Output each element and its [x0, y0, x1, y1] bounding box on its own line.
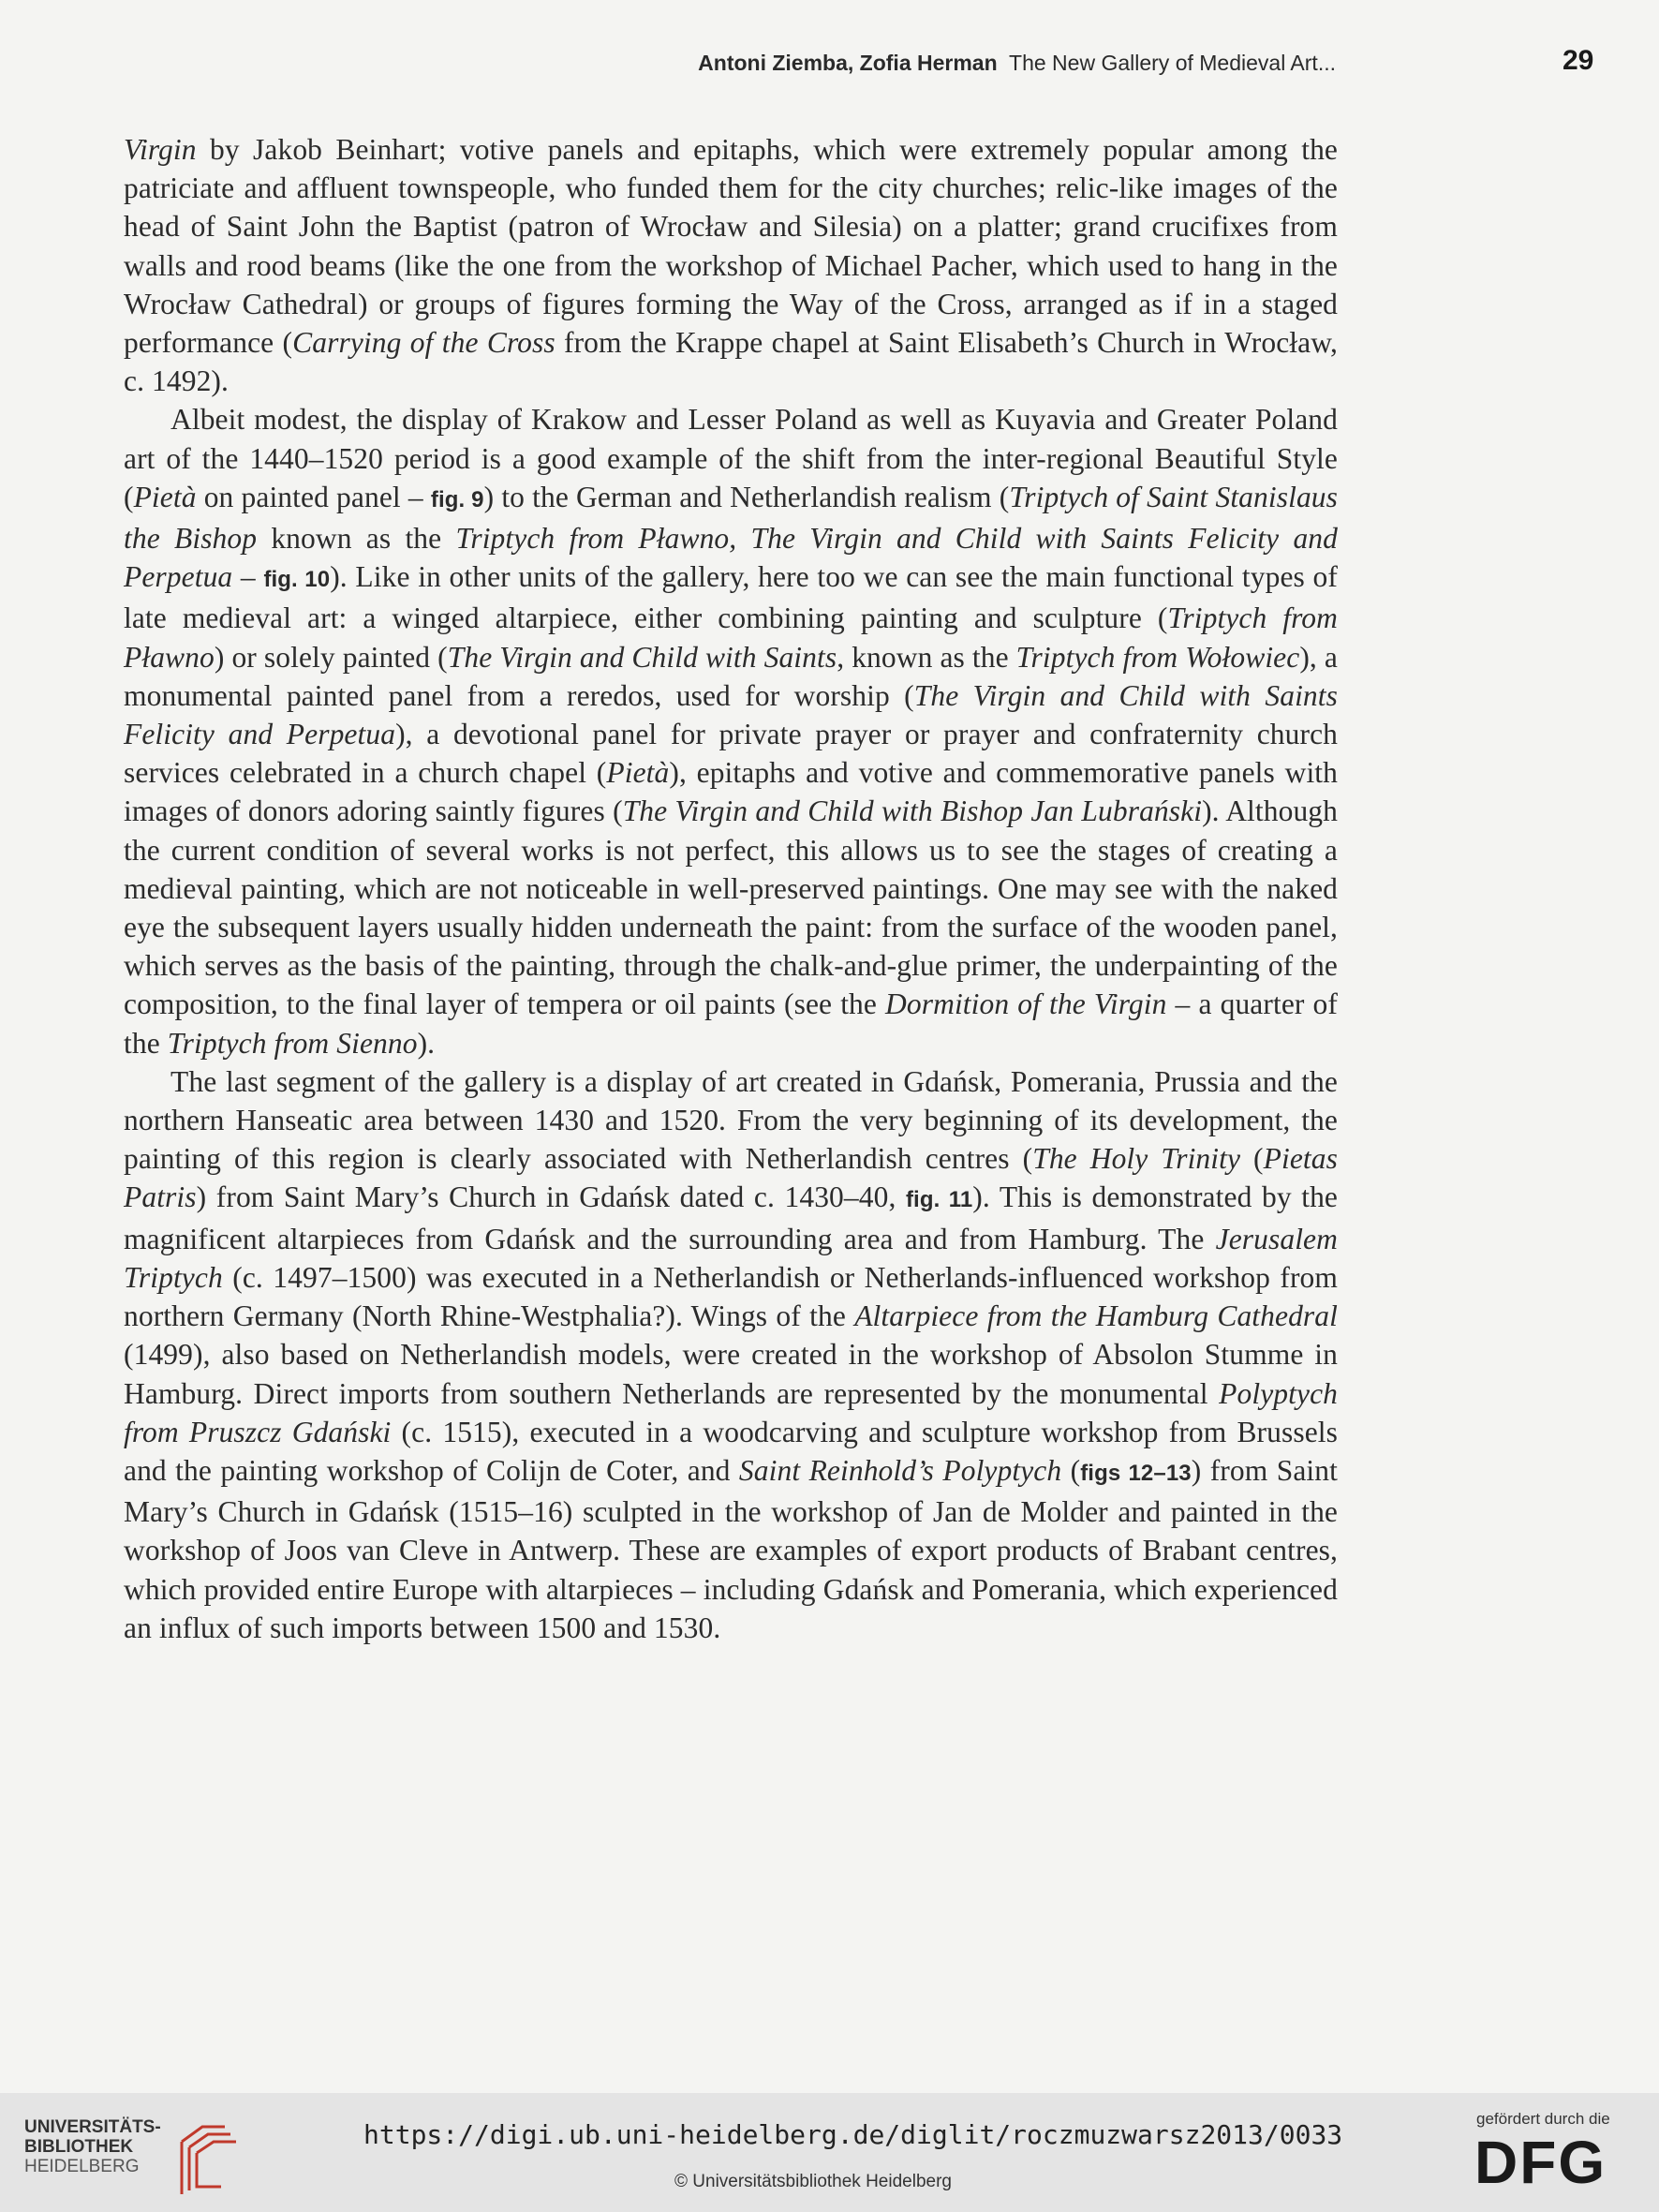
italic-title: Triptych from Pławno — [124, 601, 1338, 674]
figure-reference: fig. 9 — [430, 486, 484, 512]
library-name-line-2: BIBLIOTHEK — [24, 2137, 134, 2157]
library-emblem-icon — [165, 2114, 249, 2200]
library-logo[interactable] — [24, 2114, 249, 2200]
italic-title: Saint Reinhold’s Polyptych — [738, 1453, 1062, 1487]
text-run: , known as the — [837, 640, 1016, 674]
italic-title: Triptych from Wołowiec — [1015, 640, 1300, 674]
text-run: known as the — [257, 522, 456, 556]
running-head — [698, 51, 1336, 76]
figure-reference: fig. 10 — [263, 567, 331, 593]
text-run: from the Krappe chapel at Saint Elisabeth’s Church in Wrocław, c. 1492). — [124, 326, 1338, 398]
text-run: ), epitaphs and votive and commemorative panels with images of donors adoring saintly figures ( — [124, 756, 1338, 828]
library-name-line-3: HEIDELBERG — [24, 2157, 140, 2176]
italic-title: Dormition of the Virgin — [885, 987, 1167, 1021]
text-run: ). Like in other units of the gallery, here too we can see the main functional types of late medieval art: a winged altarpiece, either combining painting and sculpture ( — [124, 560, 1338, 635]
text-run: on painted panel – — [196, 480, 431, 513]
permalink-url[interactable]: https://digi.ub.uni-heidelberg.de/diglit/roczmuzwarsz2013/0033 — [363, 2119, 1343, 2150]
italic-title: Carrying of the Cross — [292, 326, 555, 360]
running-header — [0, 45, 1659, 82]
paragraph-3 — [124, 1062, 1338, 1647]
text-run: ) to the German and Netherlandish realism ( — [483, 480, 1010, 513]
italic-title: Pietà — [606, 756, 670, 790]
library-name — [24, 2117, 161, 2176]
text-run: ) or solely painted ( — [214, 640, 448, 674]
article-body — [124, 130, 1338, 1647]
figure-reference: fig. 11 — [905, 1187, 973, 1213]
text-run: ), a devotional panel for private prayer or prayer and confraternity church services celebrated in a church chapel ( — [124, 718, 1339, 790]
italic-title: The Virgin and Child with Bishop Jan Lubrański — [622, 794, 1203, 828]
italic-title: Virgin — [124, 133, 197, 166]
text-run: – a quarter of the — [124, 987, 1338, 1060]
copyright-notice: © Universitätsbibliothek Heidelberg — [674, 2172, 952, 2191]
italic-title: The Virgin and Child with Saints Felicity and Perpetua — [124, 678, 1338, 751]
library-name-line-1: UNIVERSITÄTS- — [24, 2117, 161, 2137]
text-run: The last segment of the gallery is a display of art created in Gdańsk, Pomerania, Prussia and the northern Hanseatic area between 1430 and 1520. From the very beginning of its development, the painting of this region is clearly associated with Netherlandish centres ( — [124, 1064, 1338, 1176]
italic-title: Pietas Patris — [124, 1142, 1338, 1214]
text-run: ). Although the current condition of several works is not perfect, this allows us to see the stages of creating a medieval painting, which are not noticeable in well-preserved paintings. One may see with the naked eye the subsequent layers usually hidden underneath the paint: from the surface of the wooden panel, which serves as the basis of the painting, through the chalk-and-glue primer, the underpainting of the composition, to the final layer of tempera or oil paints (see the — [124, 794, 1339, 1021]
figure-reference: figs 12–13 — [1080, 1460, 1192, 1486]
text-run: (c. 1515), executed in a woodcarving and sculpture workshop from Brussels and the painting workshop of Colijn de Coter, and — [124, 1415, 1338, 1487]
italic-title: Jerusalem Triptych — [124, 1222, 1338, 1294]
text-run: ) from Saint Mary’s Church in Gdańsk dated c. 1430–40, — [196, 1180, 906, 1214]
paragraph-1 — [124, 130, 1338, 400]
paragraph-2 — [124, 400, 1338, 1061]
italic-title: Pietà — [133, 480, 197, 513]
text-run: (1499), also based on Netherlandish models, were created in the workshop of Absolon Stumme in Hamburg. Direct imports from southern Netherlands are represented by the monumental — [124, 1338, 1338, 1410]
text-run: – — [232, 560, 264, 594]
text-run: by Jakob Beinhart; votive panels and epitaphs, which were extremely popular among the patriciate and affluent townspeople, who funded them for the city churches; relic-like images of the head of Saint John the Baptist (patron of Wrocław and Silesia) on a platter; grand crucifixes from walls and rood beams (like the one from the workshop of Michael Pacher, which used to hang in the Wrocław Cathedral) or groups of figures forming the Way of the Cross, arranged as if in a staged performance ( — [124, 133, 1338, 360]
text-run: ( — [1240, 1142, 1264, 1176]
italic-title: The Holy Trinity — [1032, 1142, 1241, 1176]
text-run: ). This is demonstrated by the magnificent altarpieces from Gdańsk and the surrounding area and from Hamburg. The — [124, 1180, 1338, 1255]
page-number: 29 — [1563, 45, 1594, 76]
italic-title: The Virgin and Child with Saints — [447, 640, 837, 674]
text-run: ), a monumental painted panel from a reredos, used for worship ( — [124, 640, 1338, 712]
italic-title: Triptych from Pławno, The Virgin and Child with Saints Felicity and Perpetua — [124, 522, 1338, 594]
digitization-footer — [0, 2093, 1659, 2212]
italic-title: Triptych from Sienno — [167, 1026, 418, 1060]
header-title: The New Gallery of Medieval Art... — [1009, 51, 1336, 75]
text-run: (c. 1497–1500) was executed in a Netherlandish or Netherlands-influenced workshop from northern Germany (North Rhine-Westphalia?). Wings of the — [124, 1260, 1338, 1333]
text-run: ) from Saint Mary’s Church in Gdańsk (1515–16) sculpted in the workshop of Jan de Molder and painted in the workshop of Joos van Cleve in Antwerp. These are examples of export products of Brabant centres, which provided entire Europe with altarpieces – including Gdańsk and Pomerania, which experienced an influx of such imports between 1500 and 1530. — [124, 1453, 1338, 1644]
italic-title: Altarpiece from the Hamburg Cathedral — [854, 1299, 1338, 1333]
text-run: ( — [1061, 1453, 1081, 1487]
italic-title: Polyptych from Pruszcz Gdański — [124, 1376, 1338, 1448]
header-authors: Antoni Ziemba, Zofia Herman — [698, 51, 998, 75]
dfg-logo[interactable]: DFG — [1474, 2129, 1607, 2196]
text-run: Albeit modest, the display of Krakow and Lesser Poland as well as Kuyavia and Greater Poland art of the 1440–1520 period is a good example of the shift from the inter-regional Beautiful Style ( — [124, 403, 1338, 513]
text-run: ). — [417, 1026, 436, 1060]
italic-title: Triptych of Saint Stanislaus the Bishop — [124, 480, 1338, 556]
funding-label: gefördert durch die — [1476, 2110, 1610, 2128]
